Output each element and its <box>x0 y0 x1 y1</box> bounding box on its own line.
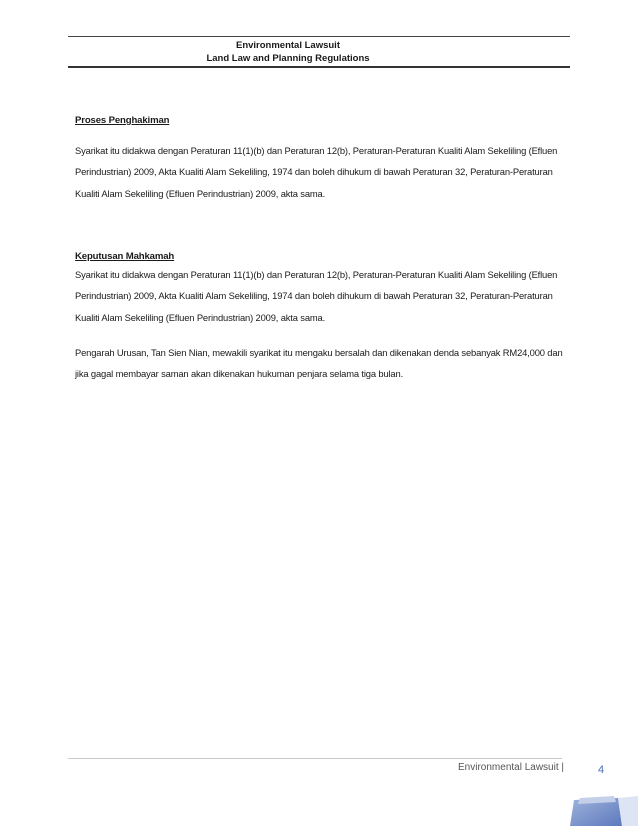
header-rule-top <box>68 36 570 37</box>
footer-label: Environmental Lawsuit | <box>458 762 564 773</box>
paragraph-keputusan-1: Syarikat itu didakwa dengan Peraturan 11(1)(b) dan Peraturan 12(b), Peraturan-Peraturan Kualiti Alam Sekeliling (Efluen Perindustrian) 2009, Akta Kualiti Alam Sekeliling, 1974 dan boleh dihukum di bawah Peraturan 32, Peraturan-Peraturan Kualiti Alam Sekeliling (Efluen Perindustrian) 2009, akta sama. <box>75 269 558 323</box>
header-rule-bottom <box>68 66 570 68</box>
running-header <box>68 39 508 65</box>
page-number: 4 <box>598 764 605 776</box>
section-heading-keputusan: Keputusan Mahkamah <box>75 251 175 262</box>
section-heading-proses: Proses Penghakiman <box>75 115 170 126</box>
footer-rule <box>68 758 562 759</box>
paragraph-keputusan-2: Pengarah Urusan, Tan Sien Nian, mewakili syarikat itu mengaku bersalah dan dikenakan denda sebanyak RM24,000 dan jika gagal membayar saman akan dikenakan hukuman penjara selama tiga bulan. <box>75 347 563 380</box>
header-subtitle: Land Law and Planning Regulations <box>206 53 370 64</box>
header-title: Environmental Lawsuit <box>236 40 340 51</box>
paragraph-proses: Syarikat itu didakwa dengan Peraturan 11(1)(b) dan Peraturan 12(b), Peraturan-Peraturan Kualiti Alam Sekeliling (Efluen Perindustrian) 2009, Akta Kualiti Alam Sekeliling, 1974 dan boleh dihukum di bawah Peraturan 32, Peraturan-Peraturan Kualiti Alam Sekeliling (Efluen Perindustrian) 2009, akta sama. <box>75 145 558 199</box>
footer-decoration-icon <box>560 796 638 826</box>
